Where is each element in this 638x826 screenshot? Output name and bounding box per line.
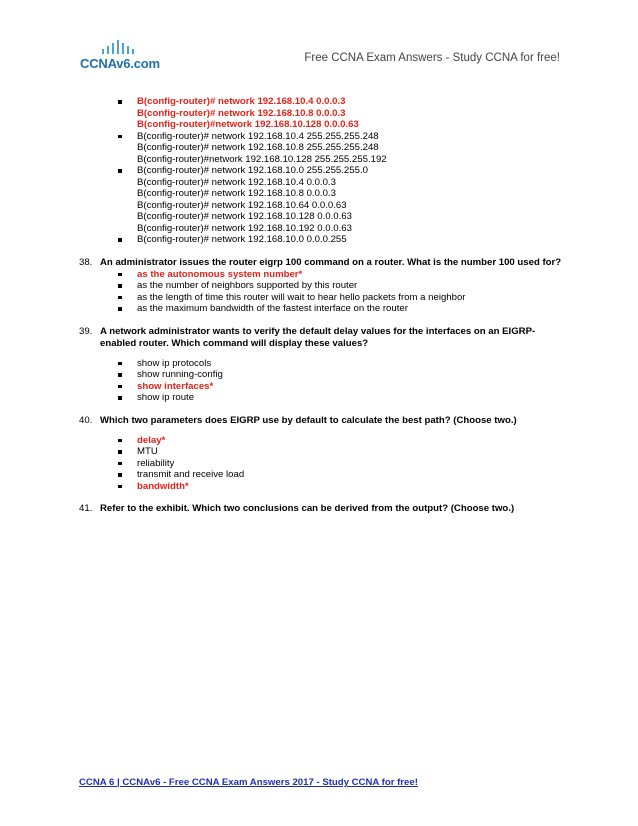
question-stem: Which two parameters does EIGRP use by default to calculate the best path? (Choose two.) [100, 414, 517, 426]
question-text [79, 503, 569, 515]
question-block [79, 503, 569, 515]
correct-answer-option: delay* [79, 435, 569, 447]
logo-text: CCNAv6.com [80, 56, 160, 71]
answer-options [79, 435, 569, 493]
config-line: B(config-router)# network 192.168.10.0 0.0.0.255 [137, 234, 347, 245]
config-line: B(config-router)# network 192.168.10.4 0.0.0.3 [137, 96, 346, 107]
question-block [79, 326, 569, 404]
correct-answer-option: as the autonomous system number* [79, 269, 569, 281]
answer-option: show running-config [79, 369, 569, 381]
ccnav6-logo[interactable] [80, 40, 200, 72]
answer-option: transmit and receive load [79, 469, 569, 481]
answer-option [79, 96, 569, 131]
config-line: B(config-router)# network 192.168.10.8 255.255.255.248 [137, 142, 379, 153]
answer-option: as the maximum bandwidth of the fastest interface on the router [79, 303, 569, 315]
answer-option: show ip protocols [79, 358, 569, 370]
question-block [79, 257, 569, 315]
header-tagline: Free CCNA Exam Answers - Study CCNA for free! [304, 52, 560, 64]
config-line: B(config-router)# network 192.168.10.192 0.0.0.63 [137, 222, 352, 234]
config-line: B(config-router)# network 192.168.10.8 0.0.0.3 [137, 188, 336, 199]
question-block [79, 415, 569, 493]
page-header [80, 40, 560, 72]
answer-option: MTU [79, 446, 569, 458]
question-stem: A network administrator wants to verify the default delay values for the interfaces on an EIGRP-enabled router. Which command will display these values? [100, 325, 536, 349]
question-text [79, 415, 569, 427]
signal-bars-icon [102, 40, 162, 56]
question-number: 41. [79, 503, 93, 514]
config-line: B(config-router)#network 192.168.10.128 255.255.255.192 [137, 153, 387, 165]
question-text [79, 257, 569, 269]
answer-options [79, 358, 569, 404]
question-text [79, 326, 569, 350]
config-line: B(config-router)# network 192.168.10.8 0.0.0.3 [137, 107, 346, 119]
answer-option [79, 234, 569, 246]
config-line: B(config-router)# network 192.168.10.4 255.255.255.248 [137, 130, 379, 142]
answer-option: as the length of time this router will wait to hear hello packets from a neighbor [79, 292, 569, 304]
answer-option: as the number of neighbors supported by this router [79, 280, 569, 292]
config-line: B(config-router)# network 192.168.10.4 0.0.0.3 [137, 176, 336, 188]
question-number: 38. [79, 256, 93, 268]
config-line: B(config-router)# network 192.168.10.64 0.0.0.63 [137, 199, 347, 211]
answer-option [79, 131, 569, 166]
answer-option: reliability [79, 458, 569, 470]
correct-answer-option: show interfaces* [79, 381, 569, 393]
previous-question-options [79, 96, 569, 246]
config-line: B(config-router)# network 192.168.10.128 0.0.0.63 [137, 211, 352, 222]
question-number: 40. [79, 414, 93, 426]
answer-option: show ip route [79, 392, 569, 404]
footer-link[interactable]: CCNA 6 | CCNAv6 - Free CCNA Exam Answers 2017 - Study CCNA for free! [79, 777, 418, 788]
config-line: B(config-router)# network 192.168.10.0 255.255.255.0 [137, 165, 368, 176]
question-stem: Refer to the exhibit. Which two conclusions can be derived from the output? (Choose two.) [100, 503, 515, 514]
question-stem: An administrator issues the router eigrp 100 command on a router. What is the number 100 used for? [100, 256, 562, 268]
answer-options [79, 269, 569, 315]
document-content [79, 96, 569, 515]
config-line: B(config-router)#network 192.168.10.128 0.0.0.63 [137, 119, 359, 130]
correct-answer-option: bandwidth* [79, 481, 569, 493]
question-number: 39. [79, 325, 93, 337]
question-list [79, 257, 569, 516]
answer-option [79, 165, 569, 234]
